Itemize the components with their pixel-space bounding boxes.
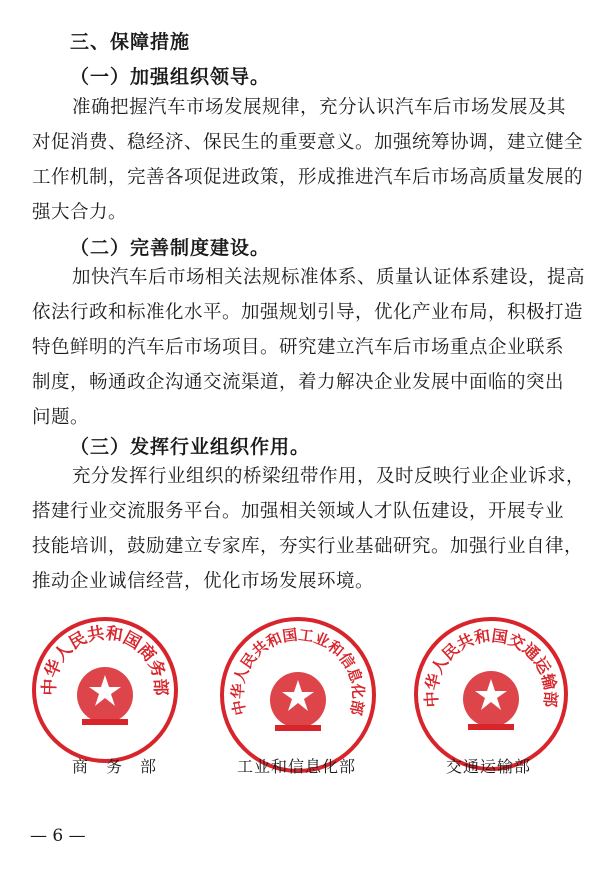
subsection-body-1 bbox=[32, 90, 584, 230]
section-title: 三、保障措施 bbox=[70, 31, 191, 53]
subsection-body-2 bbox=[32, 260, 586, 435]
subsection-heading-1: （一）加强组织领导。 bbox=[70, 66, 271, 88]
body-line: 加快汽车后市场相关法规标准体系、质量认证体系建设，提高 bbox=[72, 267, 586, 288]
signature-miit: 工业和信息化部 bbox=[237, 757, 357, 776]
signature-commerce: 商 务 部 bbox=[72, 757, 158, 776]
body-line: 充分发挥行业组织的桥梁纽带作用，及时反映行业企业诉求， bbox=[72, 466, 586, 487]
body-line: 制度，畅通政企沟通交流渠道，着力解决企业发展中面临的突出 bbox=[32, 372, 565, 393]
seal-transport-icon bbox=[412, 615, 570, 773]
seal-miit-icon bbox=[218, 615, 378, 775]
body-line: 强大合力。 bbox=[32, 202, 128, 223]
body-line: 特色鲜明的汽车后市场项目。研究建立汽车后市场重点企业联系 bbox=[32, 337, 565, 358]
seal-commerce-icon bbox=[30, 615, 180, 765]
body-line: 技能培训，鼓励建立专家库，夯实行业基础研究。加强行业自律， bbox=[32, 536, 584, 557]
body-line: 对促消费、稳经济、保民生的重要意义。加强统筹协调，建立健全 bbox=[32, 132, 584, 153]
body-line: 搭建行业交流服务平台。加强相关领域人才队伍建设，开展专业 bbox=[32, 501, 565, 522]
body-line: 工作机制，完善各项促进政策，形成推进汽车后市场高质量发展的 bbox=[32, 167, 584, 188]
body-line: 推动企业诚信经营，优化市场发展环境。 bbox=[32, 571, 375, 592]
body-line: 依法行政和标准化水平。加强规划引导，优化产业布局，积极打造 bbox=[32, 302, 584, 323]
seal-text: 中华人民共和国交通运输部 bbox=[421, 626, 561, 708]
subsection-body-3 bbox=[32, 459, 586, 599]
signature-transport: 交通运输部 bbox=[446, 757, 532, 776]
seal-text: 中华人民共和国工业和信息化部 bbox=[228, 625, 368, 717]
page-number: — 6 — bbox=[30, 826, 86, 846]
subsection-heading-2: （二）完善制度建设。 bbox=[70, 237, 271, 259]
subsection-heading-3: （三）发挥行业组织作用。 bbox=[70, 436, 311, 458]
seal-text: 中华人民共和国商务部 bbox=[39, 623, 171, 696]
body-line: 准确把握汽车市场发展规律，充分认识汽车后市场发展及其 bbox=[72, 97, 567, 118]
body-line: 问题。 bbox=[32, 407, 90, 428]
